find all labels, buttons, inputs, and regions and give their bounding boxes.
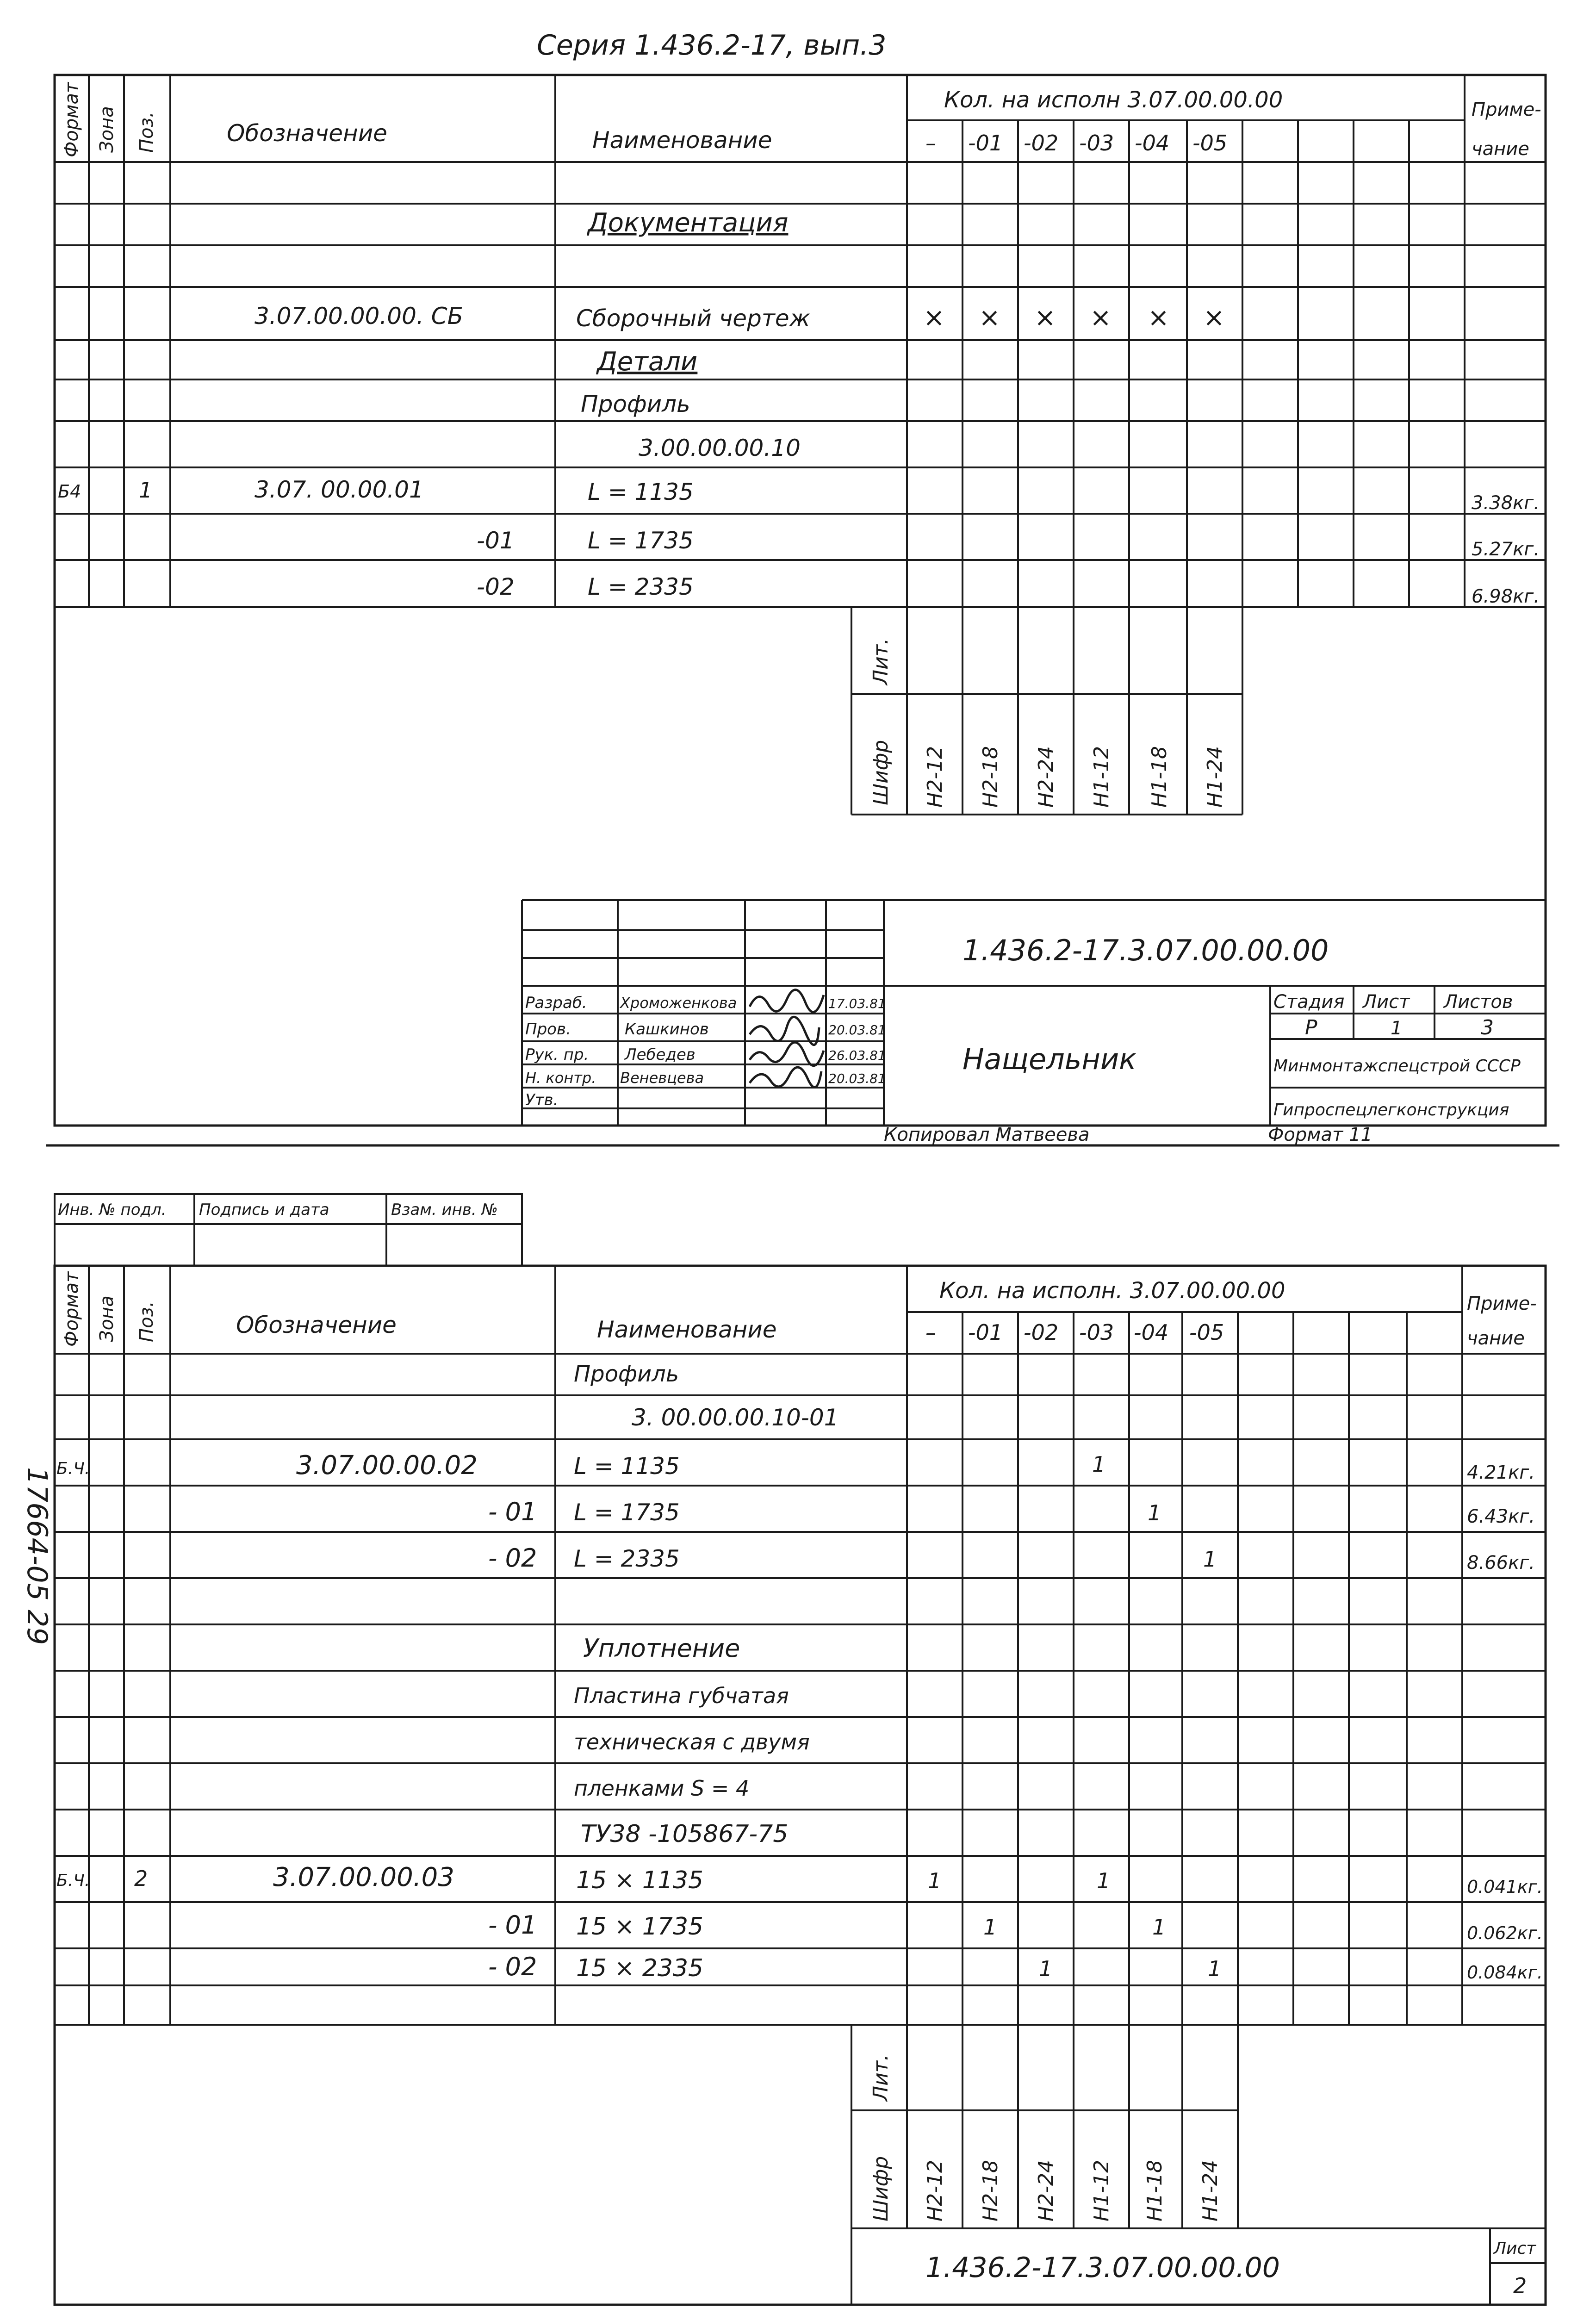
r1-format: Б4 <box>58 481 81 502</box>
cipher-2-5: Н1-24 <box>1199 2160 1222 2221</box>
margin-stamp: 17664-05 29 <box>21 1467 53 1645</box>
seal-line-2: техническая с двумя <box>574 1729 810 1754</box>
sign-label: Подпись и дата <box>199 1201 329 1219</box>
p-r1-designation: 3.07.00.00.02 <box>296 1450 478 1480</box>
divider <box>46 1124 1559 1145</box>
col-name-label: Наименование <box>592 127 772 154</box>
cipher-0: Н2-12 <box>923 746 947 808</box>
seal-line-3: пленками S = 4 <box>574 1776 750 1801</box>
role-2: Рук. пр. <box>525 1045 589 1064</box>
seal-line-4: ТУ38 -105867-75 <box>581 1820 789 1848</box>
copied-by: Копировал Матвеева <box>884 1124 1090 1145</box>
cipher-2-0: Н2-12 <box>923 2160 947 2221</box>
r1-pos: 1 <box>139 478 153 503</box>
p-r3-name: L = 2335 <box>574 1545 680 1572</box>
variant-2-0: – <box>925 1320 936 1345</box>
cipher-2-4: Н1-18 <box>1143 2160 1167 2221</box>
p-r1-qty: 1 <box>1092 1452 1106 1477</box>
cipher-2-1: Н2-18 <box>979 2160 1002 2221</box>
variant-4: -04 <box>1135 131 1170 156</box>
date-2: 26.03.81 <box>828 1048 886 1063</box>
p-r1-note: 4.21кг. <box>1467 1462 1535 1483</box>
cipher-label: Шифр <box>869 740 893 805</box>
s1-name: 15 × 1135 <box>576 1866 704 1894</box>
sheets-value: 3 <box>1481 1016 1494 1039</box>
assembly-mark-3: × <box>1090 303 1112 333</box>
name-1: Кашкинов <box>625 1020 709 1039</box>
variant-0: – <box>925 131 936 156</box>
sheet-2 <box>55 1194 1546 2305</box>
s3-designation: - 02 <box>488 1952 537 1981</box>
variant-2: -02 <box>1024 131 1059 156</box>
cipher-1: Н2-18 <box>979 746 1002 808</box>
profile-label: Профиль <box>581 391 690 417</box>
profile-label-2: Профиль <box>574 1361 679 1387</box>
variant-2-1: -01 <box>968 1320 1003 1345</box>
lit-label-2: Лит. <box>869 2054 893 2101</box>
inv-label: Инв. № подл. <box>58 1201 167 1219</box>
assembly-name: Сборочный чертеж <box>576 305 810 332</box>
p-r1-format: Б.Ч. <box>56 1459 90 1478</box>
s1-format: Б.Ч. <box>56 1871 90 1890</box>
p-r3-designation: - 02 <box>488 1543 537 1573</box>
r2-note: 5.27кг. <box>1472 539 1540 560</box>
sheet1-frame <box>55 75 1546 1126</box>
s1-designation: 3.07.00.00.03 <box>273 1862 454 1892</box>
s1-qty-a: 1 <box>928 1868 942 1893</box>
stage-value: Р <box>1305 1016 1317 1039</box>
col-designation-label-2: Обозначение <box>236 1312 397 1338</box>
lit-label: Лит. <box>869 638 893 685</box>
sheet1-body <box>58 208 1540 607</box>
series-header: Серия 1.436.2-17, вып.3 <box>537 29 887 62</box>
col-zone-label: Зона <box>96 106 118 153</box>
format-label: Формат 11 <box>1268 1124 1372 1145</box>
p-r2-name: L = 1735 <box>574 1499 680 1526</box>
sheet-label-2: Лист <box>1494 2239 1536 2258</box>
s2-qty-a: 1 <box>983 1915 997 1940</box>
variant-3: -03 <box>1079 131 1114 156</box>
col-pos-label: Поз. <box>136 112 157 153</box>
variant-2-3: -03 <box>1079 1320 1114 1345</box>
s3-qty-a: 1 <box>1039 1956 1053 1981</box>
assembly-designation: 3.07.00.00.00. СБ <box>255 303 463 330</box>
qty-title: Кол. на исполн 3.07.00.00.00 <box>944 87 1283 113</box>
assembly-mark-2: × <box>1034 303 1056 333</box>
s3-name: 15 × 2335 <box>576 1954 704 1982</box>
assembly-mark-4: × <box>1148 303 1169 333</box>
org-2: Гипроспецлегконструкция <box>1273 1101 1509 1120</box>
r3-designation: -02 <box>477 573 515 600</box>
date-0: 17.03.81 <box>828 996 886 1011</box>
assembly-mark-5: × <box>1203 303 1225 333</box>
variant-2-2: -02 <box>1024 1320 1059 1345</box>
col-designation-label: Обозначение <box>227 120 387 147</box>
col-note-label-2: чание <box>1472 138 1529 160</box>
sheet2-cipher-block <box>869 2054 1222 2221</box>
qty-title-2: Кол. на исполн. 3.07.00.00.00 <box>939 1278 1285 1304</box>
col-pos-label-2: Поз. <box>136 1301 157 1342</box>
repl-label: Взам. инв. № <box>391 1201 498 1219</box>
sheet2-header <box>61 1271 1537 1349</box>
sheet-number-2: 2 <box>1513 2273 1527 2298</box>
name-3: Веневцева <box>620 1069 704 1087</box>
doc-code: 1.436.2-17.3.07.00.00.00 <box>963 933 1329 967</box>
variant-5: -05 <box>1192 131 1228 156</box>
col-note-label-2b: чание <box>1467 1328 1525 1349</box>
col-zone-label-2: Зона <box>96 1295 118 1342</box>
r1-designation: 3.07. 00.00.01 <box>255 476 424 503</box>
cipher-3: Н1-12 <box>1090 746 1113 808</box>
s2-note: 0.062кг. <box>1467 1923 1543 1943</box>
cipher-4: Н1-18 <box>1148 746 1171 808</box>
sheet-value: 1 <box>1391 1018 1403 1039</box>
role-0: Разраб. <box>525 994 587 1012</box>
sheet-label: Лист <box>1363 991 1410 1013</box>
s2-name: 15 × 1735 <box>576 1913 704 1941</box>
date-1: 20.03.81 <box>828 1022 886 1038</box>
variant-2-4: -04 <box>1134 1320 1169 1345</box>
role-3: Н. контр. <box>525 1069 596 1087</box>
name-0: Хроможенкова <box>620 994 737 1012</box>
profile-code-2: 3. 00.00.00.10-01 <box>632 1404 839 1431</box>
cipher-2-2: Н2-24 <box>1034 2160 1058 2221</box>
sheet1-title-block <box>522 900 1546 1126</box>
name-2: Лебедев <box>625 1045 696 1064</box>
col-format-label: Формат <box>61 82 82 157</box>
sheet2-body <box>56 1361 1543 1983</box>
s3-qty-b: 1 <box>1208 1956 1222 1981</box>
p-r2-note: 6.43кг. <box>1467 1506 1535 1527</box>
seal-title: Уплотнение <box>583 1634 740 1663</box>
r1-note: 3.38кг. <box>1472 492 1540 514</box>
s2-qty-b: 1 <box>1152 1915 1166 1940</box>
section-parts: Детали <box>597 347 698 377</box>
variant-1: -01 <box>968 131 1003 156</box>
role-1: Пров. <box>525 1020 571 1039</box>
p-r3-qty: 1 <box>1203 1547 1217 1572</box>
col-name-label-2: Наименование <box>597 1316 777 1343</box>
r2-name: L = 1735 <box>588 527 694 554</box>
p-r3-note: 8.66кг. <box>1467 1552 1535 1574</box>
r1-name: L = 1135 <box>588 479 694 505</box>
cipher-2: Н2-24 <box>1034 746 1058 808</box>
assembly-mark-1: × <box>979 303 1000 333</box>
stage-label: Стадия <box>1273 991 1345 1013</box>
cipher-label-2: Шифр <box>869 2156 893 2221</box>
seal-line-1: Пластина губчатая <box>574 1683 789 1708</box>
org-1: Минмонтажспецстрой СССР <box>1273 1057 1521 1076</box>
sheet-1 <box>55 75 1546 1126</box>
col-note-label-2a: Приме- <box>1467 1293 1537 1314</box>
signatures <box>750 990 824 1088</box>
date-3: 20.03.81 <box>828 1071 886 1086</box>
r2-designation: -01 <box>477 527 515 554</box>
p-r2-designation: - 01 <box>488 1497 537 1526</box>
variant-2-5: -05 <box>1189 1320 1224 1345</box>
sheets-label: Листов <box>1444 991 1513 1013</box>
cipher-5: Н1-24 <box>1203 746 1227 808</box>
s1-pos: 2 <box>134 1866 148 1891</box>
r3-note: 6.98кг. <box>1472 586 1540 607</box>
profile-code: 3.00.00.00.10 <box>639 435 801 461</box>
s2-designation: - 01 <box>488 1910 537 1940</box>
p-r1-name: L = 1135 <box>574 1453 680 1480</box>
section-documentation: Документация <box>588 208 789 238</box>
s3-note: 0.084кг. <box>1467 1962 1543 1983</box>
col-format-label-2: Формат <box>61 1271 82 1347</box>
s1-note: 0.041кг. <box>1467 1877 1543 1897</box>
p-r2-qty: 1 <box>1148 1500 1161 1525</box>
r3-name: L = 2335 <box>588 573 694 600</box>
item-name: Нащельник <box>963 1042 1136 1076</box>
col-note-label-1: Приме- <box>1472 99 1541 120</box>
role-4: Утв. <box>525 1091 559 1109</box>
sheet1-cipher-block <box>869 638 1227 808</box>
doc-code-2: 1.436.2-17.3.07.00.00.00 <box>925 2252 1280 2284</box>
s1-qty-b: 1 <box>1097 1868 1111 1893</box>
assembly-mark-0: × <box>923 303 945 333</box>
cipher-2-3: Н1-12 <box>1090 2160 1113 2221</box>
